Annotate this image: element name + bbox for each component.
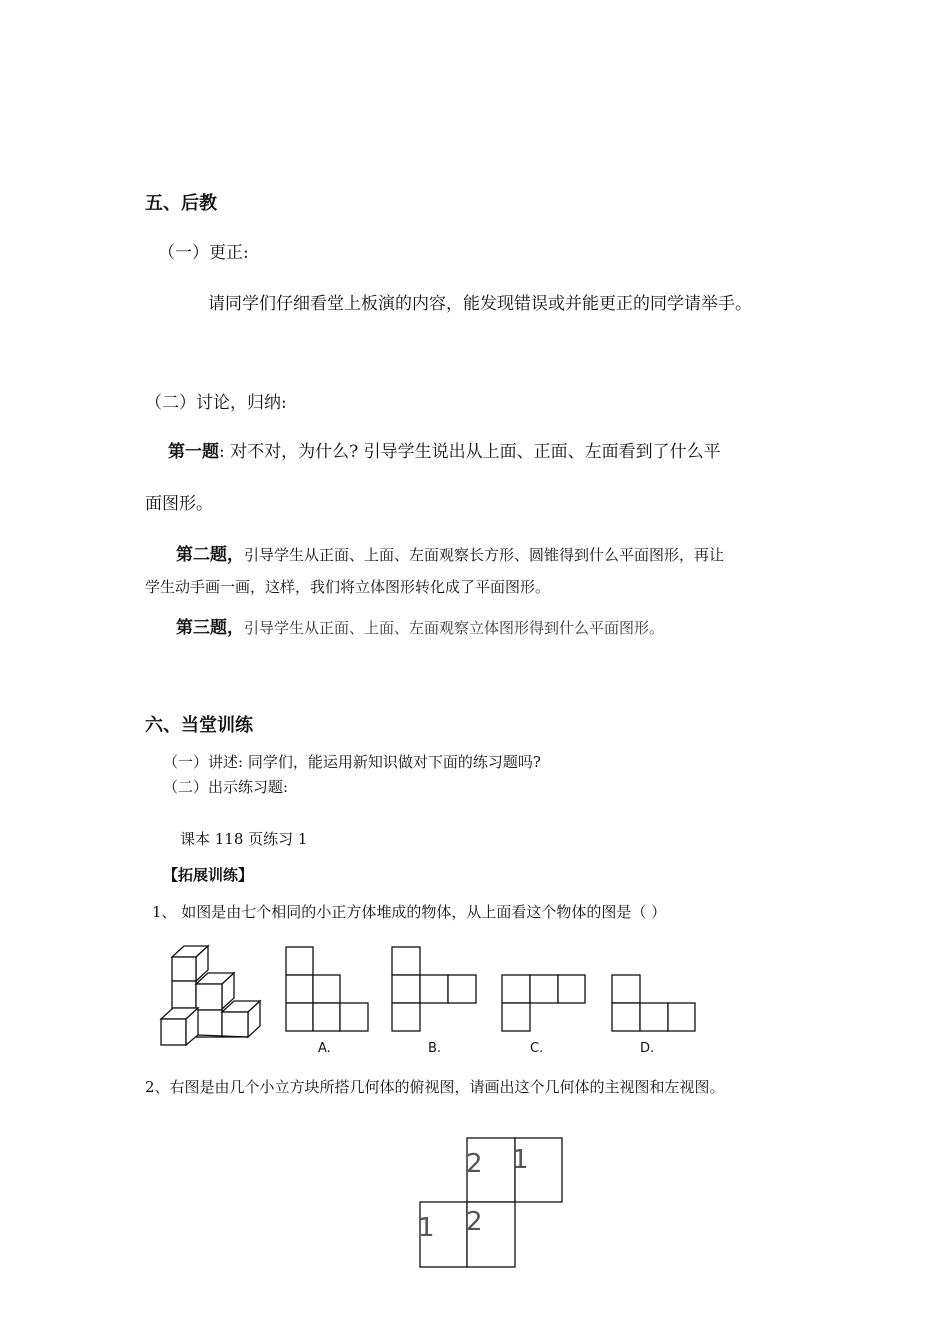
option-d-figure <box>612 975 695 1031</box>
textbook-ref: 课本 118 页练习 1 <box>180 830 308 848</box>
section5-sub2: （二）讨论，归纳: <box>145 393 287 413</box>
q2-line2: 学生动手画一画，这样，我们将立体图形转化成了平面图形。 <box>145 578 551 596</box>
q3-text: 引导学生从正面、上面、左面观察立体图形得到什么平面图形。 <box>244 619 665 637</box>
extension-heading: 【拓展训练】 <box>163 866 254 884</box>
option-a-figure <box>286 947 368 1031</box>
option-c-label: C. <box>530 1041 544 1056</box>
problem1: 1、 如图是由七个相同的小正方体堆成的物体，从上面看这个物体的图是（ ） <box>152 903 667 921</box>
section6-sub1: （一）讲述: 同学们，能运用新知识做对下面的练习题吗? <box>163 753 541 771</box>
option-d-label: D. <box>640 1041 655 1056</box>
option-b-label: B. <box>428 1041 442 1056</box>
section6-title: 六、当堂训练 <box>145 715 253 736</box>
section5-title: 五、后教 <box>145 193 217 214</box>
q1-text: : 对不对，为什么? 引导学生说出从上面、正面、左面看到了什么平 <box>219 442 721 462</box>
q2-label: 第二题， <box>176 545 244 565</box>
option-c-figure <box>502 975 585 1031</box>
q1-label: 第一题 <box>168 442 219 462</box>
top-view-grid <box>420 1138 562 1267</box>
section5-sub1: （一）更正: <box>158 243 249 263</box>
problem2: 2、右图是由几个小立方块所搭几何体的俯视图，请画出这个几何体的主视图和左视图。 <box>145 1078 725 1096</box>
q1-line2: 面图形。 <box>145 494 213 514</box>
grid-number: 1 <box>418 1213 435 1243</box>
option-b-figure <box>392 947 476 1031</box>
option-a-label: A. <box>318 1041 331 1056</box>
section6-sub2: （二）出示练习题: <box>163 778 289 796</box>
q2-text: 引导学生从正面、上面、左面观察长方形、圆锥得到什么平面图形，再让 <box>244 546 725 564</box>
grid-number: 1 <box>512 1145 529 1175</box>
section5-sub1-text: 请同学们仔细看堂上板演的内容，能发现错误或并能更正的同学请举手。 <box>208 294 752 314</box>
grid-number: 2 <box>466 1207 483 1237</box>
q3-label: 第三题， <box>176 618 244 638</box>
grid-number: 2 <box>466 1149 483 1179</box>
